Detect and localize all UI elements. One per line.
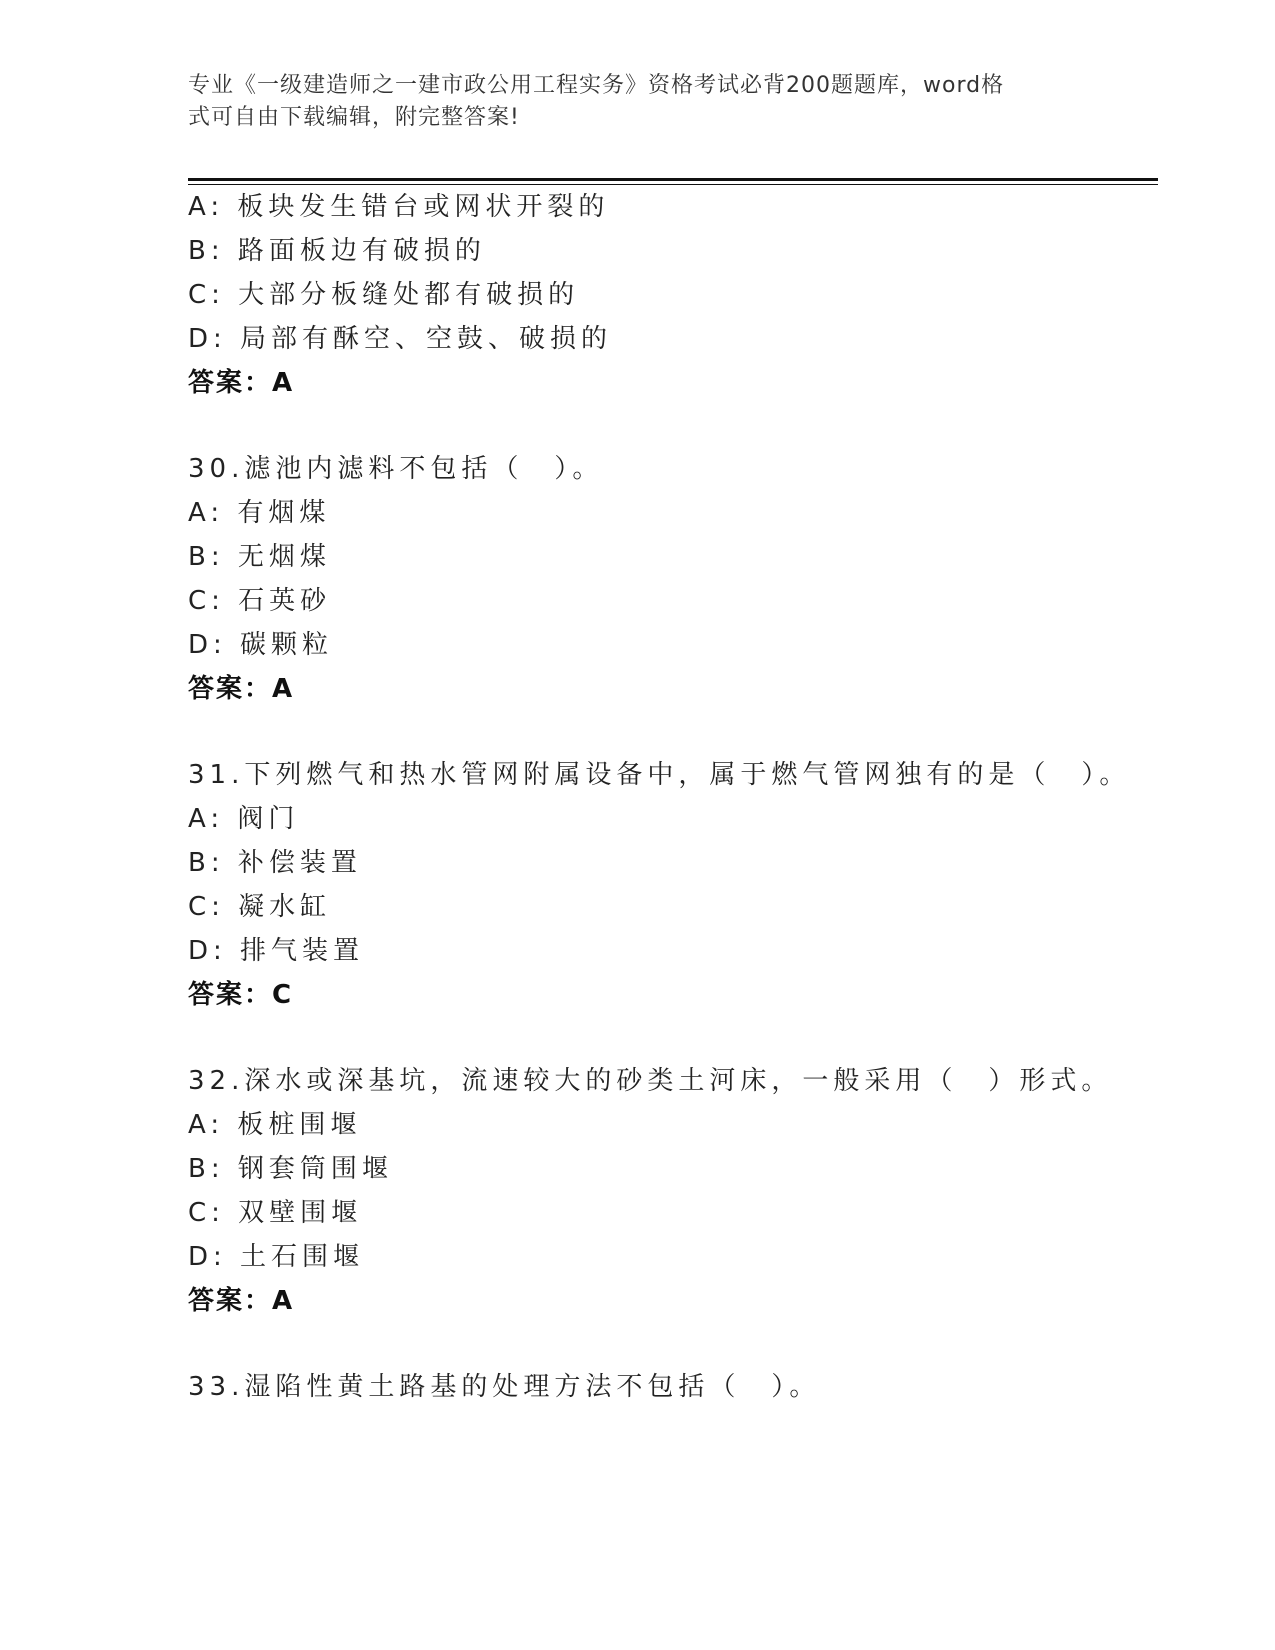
option-b: B: 无烟煤 (188, 542, 331, 572)
option-d: D: 排气装置 (188, 936, 365, 966)
question-31: 31.下列燃气和热水管网附属设备中，属于燃气管网独有的是（ ）。 (188, 760, 1131, 790)
answer-line: 答案：A (188, 674, 295, 704)
option-a: A: 阀门 (188, 804, 300, 834)
option-d: D: 局部有酥空、空鼓、破损的 (188, 324, 613, 354)
option-d: D: 碳颗粒 (188, 630, 334, 660)
header-line-2: 式可自由下载编辑，附完整答案! (188, 105, 520, 130)
option-a: A: 板块发生错台或网状开裂的 (188, 192, 610, 222)
option-c: C: 凝水缸 (188, 892, 332, 922)
option-b: B: 补偿装置 (188, 848, 362, 878)
question-33: 33.湿陷性黄土路基的处理方法不包括（ ）。 (188, 1372, 821, 1402)
option-b: B: 钢套筒围堰 (188, 1154, 393, 1184)
option-b: B: 路面板边有破损的 (188, 236, 486, 266)
answer-line: 答案：C (188, 980, 294, 1010)
question-32: 32.深水或深基坑，流速较大的砂类土河床，一般采用（ ）形式。 (188, 1066, 1113, 1096)
option-a: A: 板桩围堰 (188, 1110, 362, 1140)
header-divider-thin (188, 184, 1158, 185)
document-header (188, 70, 1088, 134)
header-divider-thick (188, 178, 1158, 181)
option-c: C: 大部分板缝处都有破损的 (188, 280, 580, 310)
header-line-1: 专业《一级建造师之一建市政公用工程实务》资格考试必背200题题库，word格 (188, 73, 1005, 98)
answer-line: 答案：A (188, 368, 295, 398)
question-30: 30.滤池内滤料不包括（ ）。 (188, 454, 604, 484)
option-c: C: 双壁围堰 (188, 1198, 363, 1228)
option-c: C: 石英砂 (188, 586, 332, 616)
answer-line: 答案：A (188, 1286, 295, 1316)
option-a: A: 有烟煤 (188, 498, 331, 528)
option-d: D: 土石围堰 (188, 1242, 365, 1272)
